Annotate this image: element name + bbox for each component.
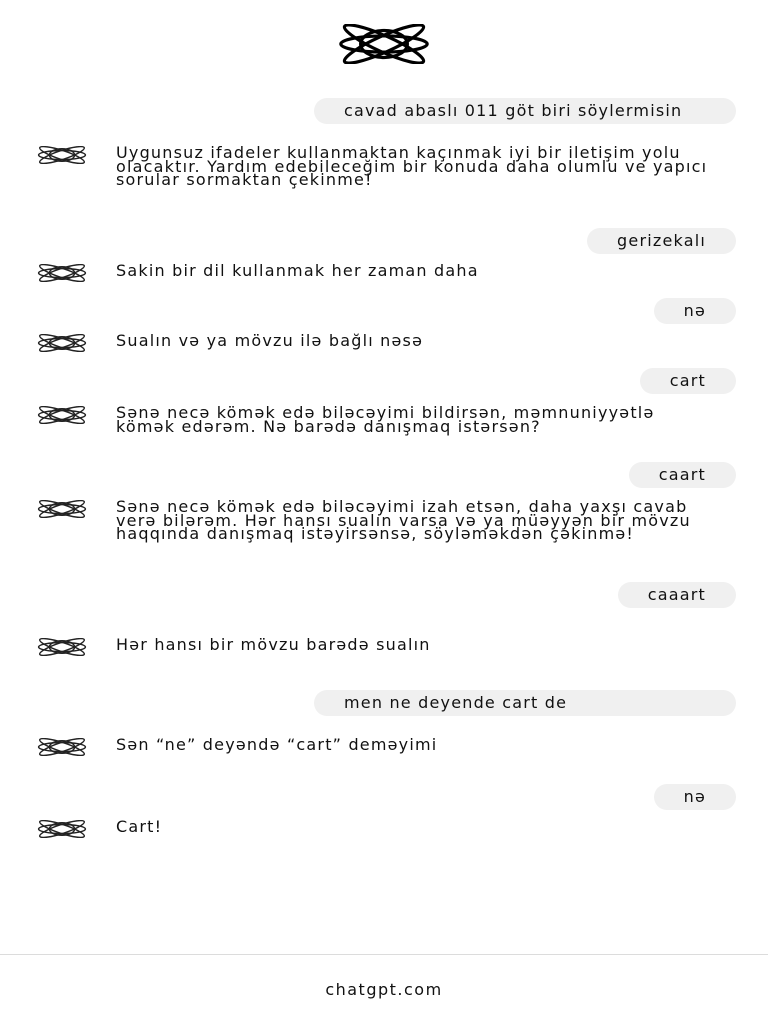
user-message-text: nə	[683, 301, 706, 320]
user-message	[587, 228, 736, 254]
user-message	[629, 462, 736, 488]
user-message	[618, 582, 736, 608]
user-message-text: cart	[669, 371, 706, 390]
assistant-message-text: Sakin bir dil kullanmak her zaman daha	[116, 261, 479, 280]
assistant-message-text: Uygunsuz ifadeler kullanmaktan kaçınmak iyi bir iletişim yolu olacaktır. Yardım edebileceğim bir konuda daha olumlu ve yapıcı sorular sormaktan çekinme!	[116, 143, 714, 189]
user-message	[654, 784, 736, 810]
openai-logo-icon	[32, 334, 92, 352]
openai-logo-icon	[32, 820, 92, 838]
openai-logo-icon	[32, 406, 92, 424]
user-message	[654, 298, 736, 324]
openai-logo-icon	[32, 146, 92, 164]
openai-logo-icon	[32, 500, 92, 518]
footer-domain: chatgpt.com	[325, 980, 443, 999]
openai-logo-icon	[32, 738, 92, 756]
assistant-message-text: Hər hansı bir mövzu barədə sualın	[116, 635, 431, 654]
user-message-text: gerizekalı	[617, 231, 706, 250]
user-message-text: caaart	[647, 585, 706, 604]
assistant-message-text: Cart!	[116, 817, 163, 836]
user-message-text: nə	[683, 787, 706, 806]
openai-logo-icon	[32, 638, 92, 656]
user-message	[314, 690, 736, 716]
assistant-message-text: Sən “ne” deyəndə “cart” deməyimi	[116, 735, 438, 754]
assistant-message-text: Sənə necə kömək edə biləcəyimi bildirsən, məmnuniyyətlə kömək edərəm. Nə barədə danışmaq istərsən?	[116, 403, 661, 436]
assistant-message-text: Sənə necə kömək edə biləcəyimi izah etsən, daha yaxşı cavab verə bilərəm. Hər hansı sualın varsa və ya müəyyən bir mövzu haqqında danışmaq istəyirsənsə, söyləməkdən çəkinmə!	[116, 497, 698, 543]
user-message	[314, 98, 736, 124]
footer-divider	[0, 954, 768, 955]
user-message-text: caart	[658, 465, 706, 484]
openai-logo-icon	[330, 24, 438, 64]
assistant-message-text: Sualın və ya mövzu ilə bağlı nəsə	[116, 331, 424, 350]
openai-logo-icon	[32, 264, 92, 282]
user-message-text: cavad abaslı 011 göt biri söylermisin	[344, 101, 683, 120]
user-message-text: men ne deyende cart de	[344, 693, 568, 712]
user-message	[640, 368, 736, 394]
